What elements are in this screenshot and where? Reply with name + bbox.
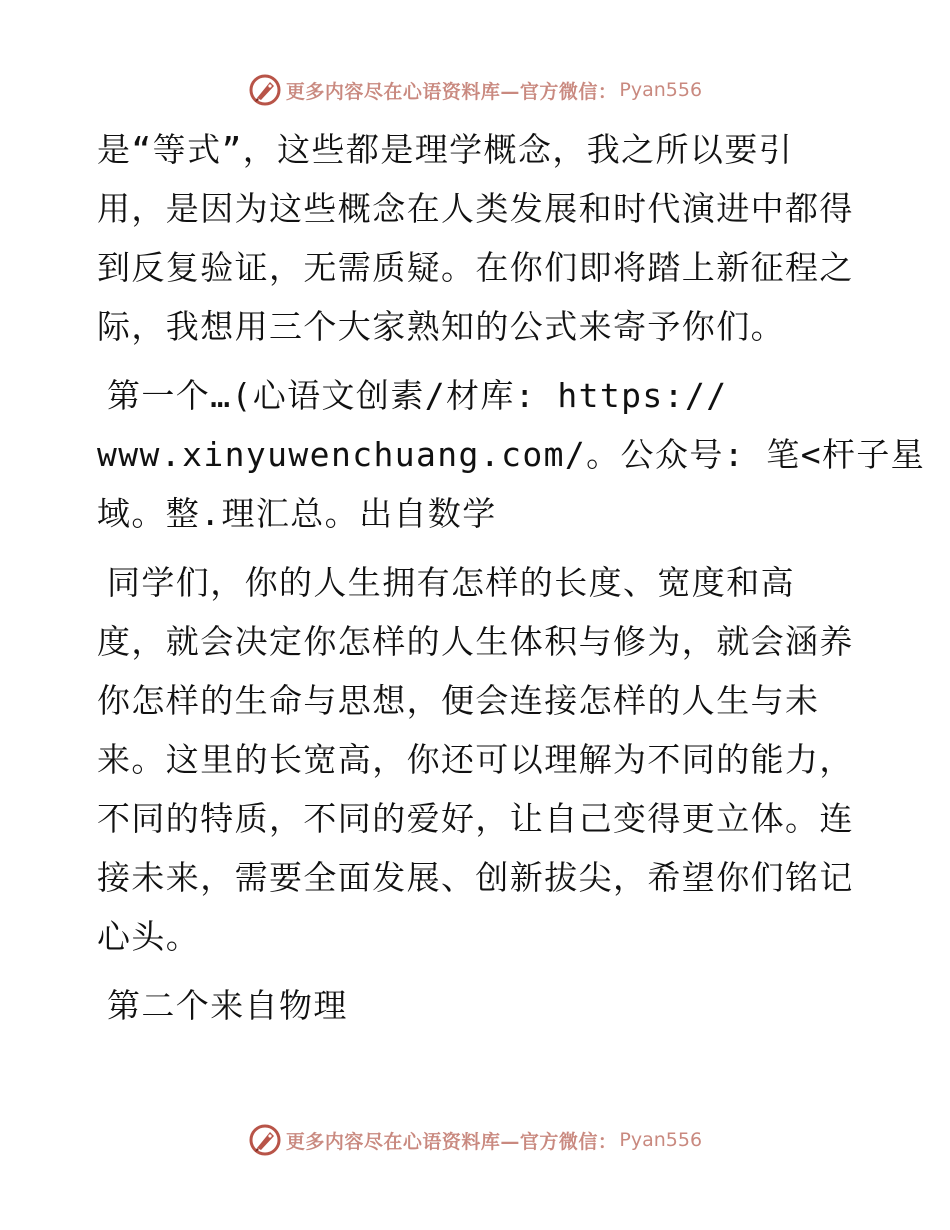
banner-wechat-id: Pyan556 bbox=[619, 1129, 703, 1151]
text-line: 第二个来自物理 bbox=[107, 986, 348, 1025]
text-line: 接未来，需要全面发展、创新拔尖，希望你们铭记 bbox=[97, 858, 854, 897]
text-line: 域。整.理汇总。出自数学 bbox=[97, 494, 497, 533]
paragraph-second-formula bbox=[97, 976, 857, 1035]
text-line: 用，是因为这些概念在人类发展和时代演进中都得 bbox=[97, 189, 854, 228]
banner-text: 更多内容尽在心语资料库—官方微信： bbox=[285, 80, 618, 103]
banner-wechat-id: Pyan556 bbox=[619, 79, 703, 101]
text-line: 度，就会决定你怎样的人生体积与修为，就会涵养 bbox=[97, 622, 854, 661]
text-line: 同学们，你的人生拥有怎样的长度、宽度和高 bbox=[107, 563, 795, 602]
text-line: 心头。 bbox=[97, 917, 201, 956]
paragraph-dimensions bbox=[97, 553, 857, 966]
text-line: 来。这里的长宽高，你还可以理解为不同的能力， bbox=[97, 740, 854, 779]
text-line: 是“等式”，这些都是理学概念，我之所以要引 bbox=[97, 130, 794, 169]
document-body bbox=[97, 120, 926, 1045]
text-line: 你怎样的生命与思想，便会连接怎样的人生与未 bbox=[97, 681, 820, 720]
text-line: 际，我想用三个大家熟知的公式来寄予你们。 bbox=[97, 307, 785, 346]
paragraph-intro bbox=[97, 120, 857, 356]
banner-text: 更多内容尽在心语资料库—官方微信： bbox=[285, 1130, 618, 1153]
text-line: www.xinyuwenchuang.com/。公众号: 笔<杆子星 bbox=[97, 435, 926, 474]
text-line: 不同的特质，不同的爱好，让自己变得更立体。连 bbox=[97, 799, 854, 838]
header-banner bbox=[0, 70, 950, 110]
pen-nib-logo-icon bbox=[248, 73, 282, 107]
text-line: 第一个…(心语文创素/材库: https:// bbox=[107, 376, 728, 415]
pen-nib-logo-icon bbox=[248, 1123, 282, 1157]
paragraph-first-formula bbox=[97, 366, 926, 543]
footer-banner bbox=[0, 1120, 950, 1160]
text-line: 到反复验证，无需质疑。在你们即将踏上新征程之 bbox=[97, 248, 854, 287]
